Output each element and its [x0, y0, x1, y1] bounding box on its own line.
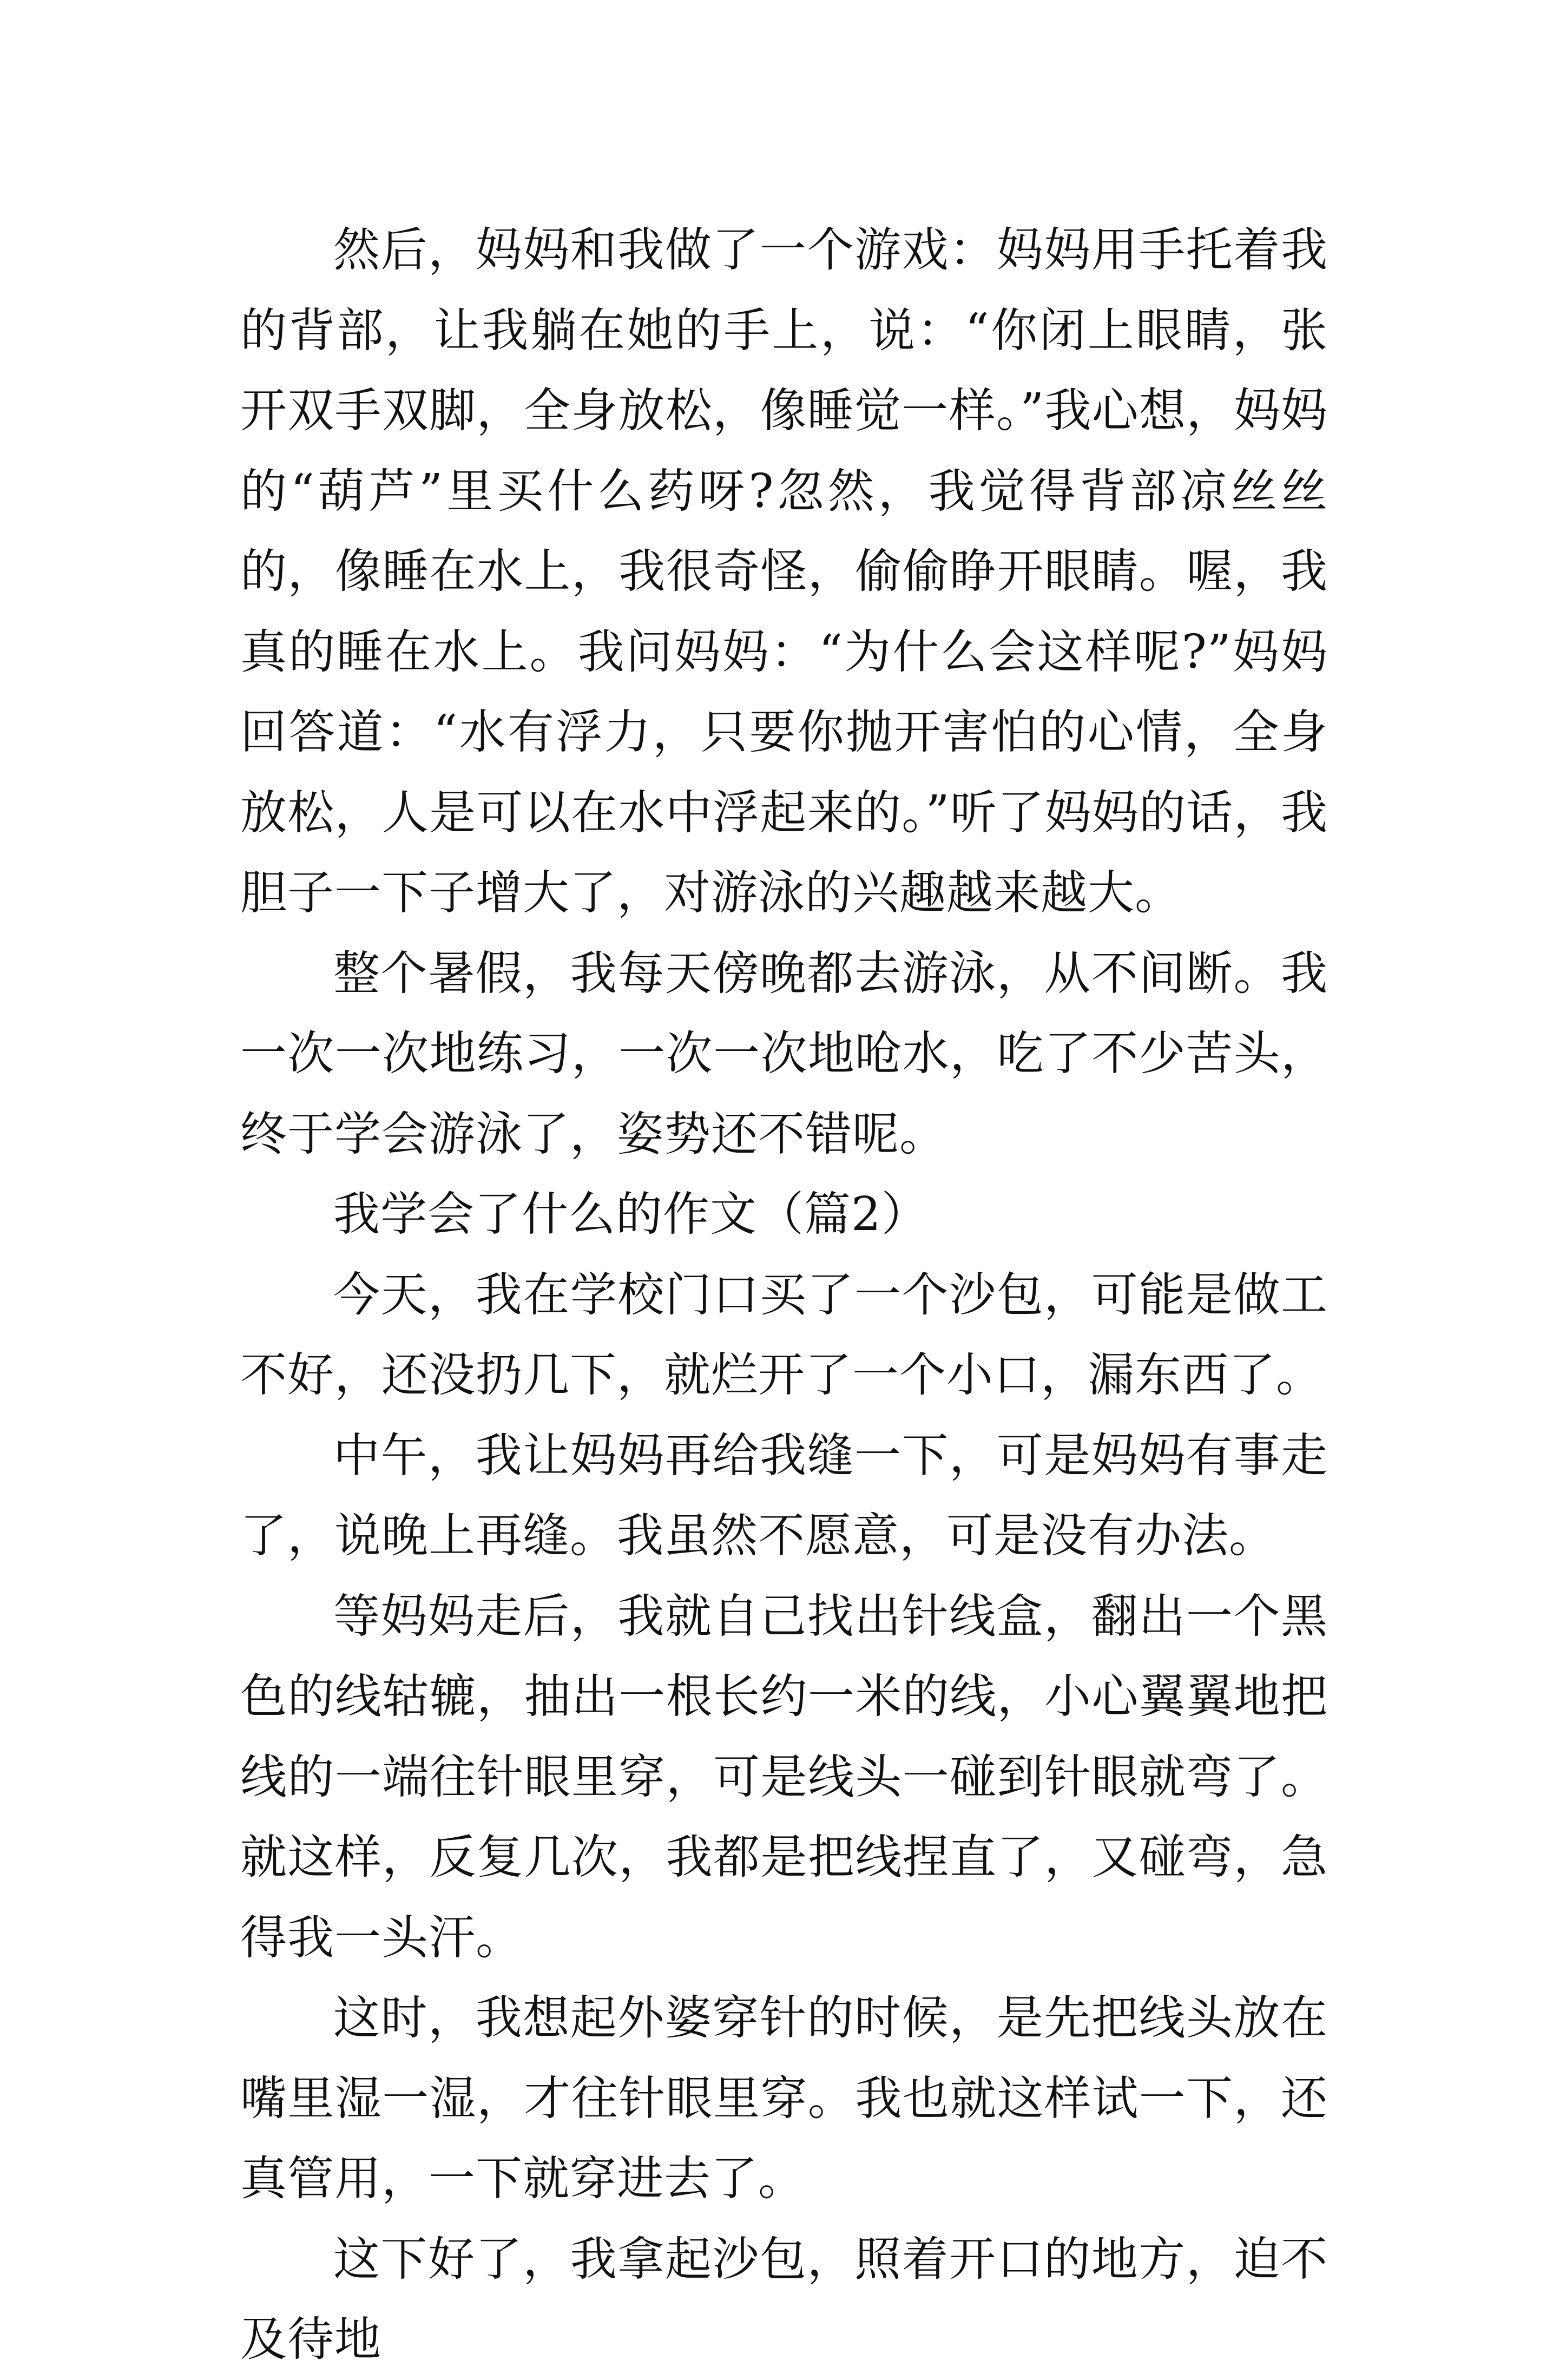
paragraph: 这时，我想起外婆穿针的时候，是先把线头放在嘴里湿一湿，才往针眼里穿。我也就这样试一下，还真管用，一下就穿进去了。 — [240, 1991, 1328, 2206]
document-body — [240, 210, 1328, 2380]
paragraph: 整个暑假，我每天傍晚都去游泳，从不间断。我一次一次地练习，一次一次地呛水，吃了不少苦头，终于学会游泳了，姿势还不错呢。 — [240, 946, 1328, 1161]
paragraph: 中午，我让妈妈再给我缝一下，可是妈妈有事走了，说晚上再缝。我虽然不愿意，可是没有办法。 — [240, 1428, 1328, 1563]
section-title: 我学会了什么的作文（篇2） — [333, 1187, 929, 1241]
paragraph: 这下好了，我拿起沙包，照着开口的地方，迫不及待地 — [240, 2232, 1328, 2366]
paragraph: 今天，我在学校门口买了一个沙包，可能是做工不好，还没扔几下，就烂开了一个小口，漏东西了。 — [240, 1267, 1328, 1402]
paragraph: 等妈妈走后，我就自己找出针线盒，翻出一个黑色的线轱辘，抽出一根长约一米的线，小心翼翼地把线的一端往针眼里穿，可是线头一碰到针眼就弯了。就这样，反复几次，我都是把线捏直了，又碰弯，急得我一头汗。 — [240, 1589, 1328, 1965]
paragraph: 然后，妈妈和我做了一个游戏：妈妈用手托着我的背部，让我躺在她的手上，说：“你闭上眼睛，张开双手双脚，全身放松，像睡觉一样。”我心想，妈妈的“葫芦”里买什么药呀?忽然，我觉得背部凉丝丝的，像睡在水上，我很奇怪，偷偷睁开眼睛。喔，我真的睡在水上。我问妈妈：“为什么会这样呢?”妈妈回答道：“水有浮力，只要你抛开害怕的心情，全身放松，人是可以在水中浮起来的。”听了妈妈的话，我胆子一下子增大了，对游泳的兴趣越来越大。 — [240, 223, 1328, 920]
